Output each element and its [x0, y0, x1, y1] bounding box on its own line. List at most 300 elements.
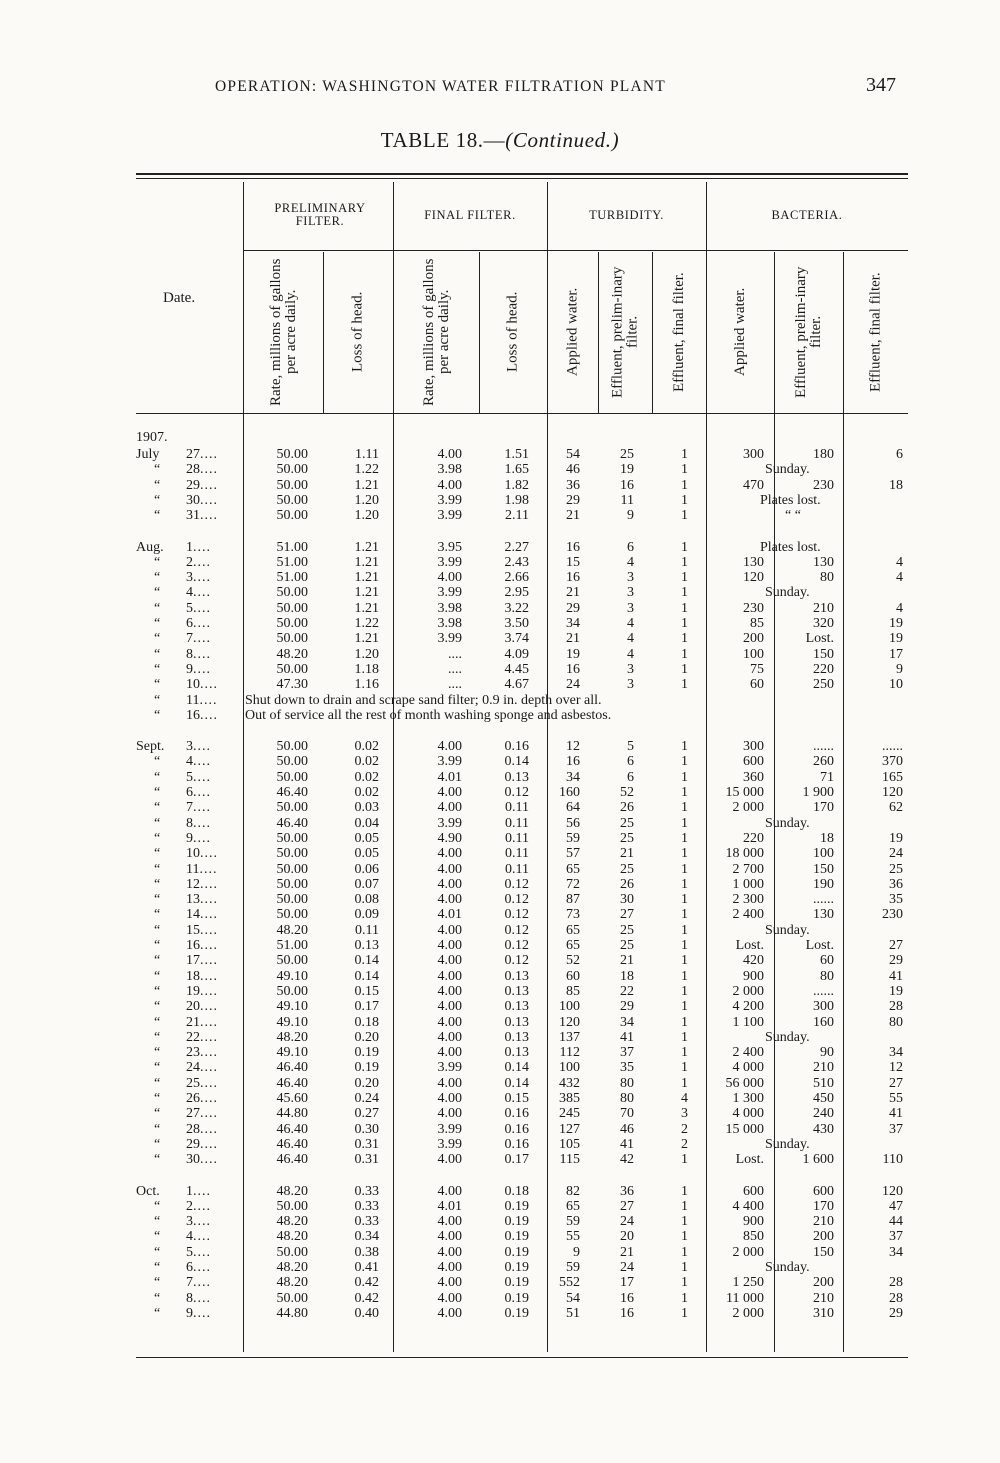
cell-prelim-loss: 0.34 [354, 1229, 379, 1245]
cell-bact-final: 120 [882, 1183, 903, 1199]
cell-bact-prelim: 220 [813, 661, 834, 677]
cell-final-loss: 0.13 [504, 1029, 529, 1045]
cell-final-loss: 1.51 [504, 447, 529, 462]
cell-turb-final: 1 [681, 938, 688, 953]
table-row [0, 785, 1000, 800]
cell-bact-applied: 2 400 [732, 907, 764, 923]
cell-bact-final: 80 [889, 1014, 903, 1030]
cell-bact-prelim: ...... [813, 739, 834, 755]
cell-bact-final: 37 [889, 1229, 903, 1245]
leader-dots: .... [193, 785, 211, 800]
row-day [186, 770, 236, 785]
leader-dots: .... [193, 631, 211, 647]
cell-bact-prelim: ...... [813, 892, 834, 908]
leader-dots: .... [199, 861, 218, 877]
cell-bact-applied: 300 [743, 447, 764, 462]
row-day-number: 19 [186, 983, 200, 999]
cell-prelim-rate: 51.00 [276, 570, 308, 586]
row-day [186, 1091, 236, 1106]
leader-dots: .... [193, 600, 211, 616]
row-day-number: 11 [186, 692, 200, 708]
cell-prelim-loss: 0.06 [354, 861, 379, 877]
row-month: “ [154, 1198, 161, 1214]
cell-turb-final: 1 [681, 1152, 688, 1168]
row-day-number: 3 [186, 739, 193, 755]
leader-dots: .... [193, 1305, 211, 1321]
cell-final-rate: .... [448, 646, 462, 662]
cell-bact-final: 29 [889, 953, 903, 969]
row-day-number: 7 [186, 631, 193, 647]
cell-final-loss: 0.11 [505, 861, 529, 877]
leader-dots: .... [193, 1214, 211, 1230]
cell-final-loss: 2.66 [504, 570, 529, 586]
cell-prelim-loss: 0.03 [354, 800, 379, 816]
row-day [186, 631, 236, 646]
cell-final-rate: 4.00 [437, 999, 462, 1015]
cell-prelim-loss: 0.02 [354, 769, 379, 785]
leader-dots: .... [193, 769, 211, 785]
row-day-number: 21 [186, 1014, 200, 1030]
cell-final-loss: 2.27 [504, 539, 529, 555]
cell-turb-final: 1 [681, 1029, 688, 1045]
row-day [186, 478, 236, 493]
table-row [0, 1106, 1000, 1121]
cell-turb-final: 1 [681, 892, 688, 908]
cell-prelim-rate: 48.20 [276, 1275, 308, 1291]
cell-turb-final: 1 [681, 983, 688, 999]
cell-turb-prelim: 3 [627, 600, 634, 616]
cell-prelim-loss: 1.20 [354, 646, 379, 662]
row-day-number: 11 [186, 861, 200, 877]
cell-turb-applied: 54 [566, 1290, 580, 1306]
cell-turb-prelim: 22 [620, 983, 634, 999]
row-month: “ [154, 692, 161, 708]
cell-bact-prelim: ...... [813, 983, 834, 999]
cell-final-loss: 0.13 [504, 968, 529, 984]
row-day-number: 2 [186, 1198, 193, 1214]
cell-turb-applied: 24 [566, 677, 580, 693]
table-row [0, 462, 1000, 477]
table-row [0, 1045, 1000, 1060]
row-day [186, 907, 236, 922]
table-row [0, 693, 1000, 708]
cell-final-rate: 4.00 [437, 477, 462, 493]
row-month: “ [154, 938, 161, 953]
cell-turb-final: 1 [681, 477, 688, 493]
cell-final-loss: 0.19 [504, 1290, 529, 1306]
leader-dots: .... [193, 1244, 211, 1260]
cell-turb-final: 1 [681, 585, 688, 601]
cell-bact-final: 110 [882, 1152, 903, 1168]
cell-prelim-loss: 0.33 [354, 1198, 379, 1214]
leader-dots: .... [193, 815, 211, 831]
cell-bact-applied: 230 [743, 600, 764, 616]
table-row [0, 739, 1000, 754]
cell-final-rate: 3.99 [437, 554, 462, 570]
cell-bact-final: 9 [896, 661, 903, 677]
cell-turb-prelim: 24 [620, 1214, 634, 1230]
cell-turb-prelim: 6 [627, 754, 634, 770]
cell-prelim-loss: 0.08 [354, 892, 379, 908]
cell-final-rate: 4.00 [437, 447, 462, 462]
cell-final-rate: 3.95 [437, 539, 462, 555]
cell-turb-prelim: 52 [620, 785, 634, 800]
cell-turb-final: 1 [681, 1260, 688, 1275]
cell-prelim-rate: 50.00 [276, 830, 308, 846]
cell-bact-prelim: 160 [813, 1014, 834, 1030]
cell-turb-final: 1 [681, 554, 688, 570]
cell-turb-prelim: 20 [620, 1229, 634, 1245]
row-day-number: 7 [186, 800, 193, 816]
cell-final-rate: 4.00 [437, 968, 462, 984]
table-row [0, 708, 1000, 723]
cell-turb-applied: 29 [566, 600, 580, 616]
cell-turb-applied: 432 [559, 1075, 580, 1091]
cell-bact-applied: 900 [743, 968, 764, 984]
cell-prelim-rate: 50.00 [276, 508, 308, 524]
cell-final-loss: 2.43 [504, 554, 529, 570]
cell-bact-prelim: 430 [813, 1121, 834, 1137]
row-month: “ [154, 968, 161, 984]
cell-turb-applied: 112 [559, 1045, 580, 1061]
cell-prelim-loss: 1.20 [354, 508, 379, 524]
row-day-number: 8 [186, 1290, 193, 1306]
cell-final-loss: 0.13 [504, 999, 529, 1015]
bacteria-note: Sunday. [765, 815, 810, 831]
cell-turb-final: 1 [681, 968, 688, 984]
group-header-rule [243, 250, 908, 251]
cell-turb-final: 1 [681, 769, 688, 785]
cell-turb-final: 2 [681, 1121, 688, 1137]
cell-turb-prelim: 3 [627, 585, 634, 601]
cell-final-rate: 4.00 [437, 1260, 462, 1275]
cell-prelim-rate: 50.00 [276, 769, 308, 785]
cell-turb-applied: 34 [566, 769, 580, 785]
row-month: “ [154, 1106, 161, 1122]
cell-turb-prelim: 6 [627, 769, 634, 785]
row-day-number: 31 [186, 508, 200, 524]
cell-turb-prelim: 5 [627, 739, 634, 755]
leader-dots: .... [200, 1060, 218, 1076]
cell-turb-applied: 16 [566, 661, 580, 677]
cell-bact-applied: 1 300 [732, 1091, 764, 1106]
cell-final-loss: 0.14 [504, 754, 529, 770]
row-month: “ [154, 1244, 161, 1260]
cell-turb-final: 1 [681, 1214, 688, 1230]
row-day [186, 1214, 236, 1229]
row-day-number: 15 [186, 922, 200, 938]
row-day [186, 1015, 236, 1030]
row-day-number: 1 [186, 539, 193, 555]
cell-final-loss: 3.22 [504, 600, 529, 616]
cell-final-rate: 4.00 [437, 1029, 462, 1045]
cell-turb-final: 1 [681, 462, 688, 478]
leader-dots: .... [200, 1106, 218, 1122]
row-month: “ [154, 1305, 161, 1321]
row-day [186, 1306, 236, 1321]
cell-bact-applied: 11 000 [726, 1290, 764, 1306]
cell-turb-applied: 36 [566, 477, 580, 493]
cell-bact-prelim: 71 [820, 769, 834, 785]
cell-prelim-loss: 0.02 [354, 739, 379, 755]
cell-turb-final: 1 [681, 739, 688, 755]
cell-bact-final: 34 [889, 1045, 903, 1061]
row-month: “ [154, 953, 161, 969]
leader-dots: .... [193, 739, 211, 755]
table-bottom-rule [136, 1357, 908, 1358]
row-month: “ [154, 754, 161, 770]
row-month: “ [154, 815, 161, 831]
row-day [186, 892, 236, 907]
cell-prelim-rate: 50.00 [276, 585, 308, 601]
cell-prelim-loss: 1.21 [354, 600, 379, 616]
leader-dots: .... [200, 1029, 218, 1045]
cell-turb-final: 1 [681, 570, 688, 586]
cell-turb-prelim: 35 [620, 1060, 634, 1076]
row-month: “ [154, 600, 161, 616]
row-month: “ [154, 1014, 161, 1030]
row-month: “ [154, 1214, 161, 1230]
row-day-number: 9 [186, 1305, 193, 1321]
cell-prelim-loss: 1.11 [355, 447, 379, 462]
cell-final-loss: 0.12 [504, 907, 529, 923]
table-row [0, 892, 1000, 907]
cell-final-loss: 0.12 [504, 785, 529, 800]
cell-final-loss: 0.12 [504, 876, 529, 892]
cell-bact-prelim: 240 [813, 1106, 834, 1122]
cell-final-rate: 4.00 [437, 922, 462, 938]
row-month: “ [154, 554, 161, 570]
cell-bact-applied: 85 [750, 616, 764, 631]
cell-bact-prelim: 130 [813, 554, 834, 570]
cell-turb-prelim: 21 [620, 953, 634, 969]
cell-final-rate: 4.90 [437, 830, 462, 846]
group-prelim-filter: PRELIMINARY FILTER. [274, 201, 366, 228]
cell-bact-prelim: 510 [813, 1075, 834, 1091]
row-note: Shut down to drain and scrape sand filter; 0.9 in. depth over all. [245, 692, 602, 708]
row-month: “ [154, 1091, 161, 1106]
cell-turb-final: 1 [681, 1244, 688, 1260]
leader-dots: .... [200, 968, 218, 984]
cell-turb-applied: 245 [559, 1106, 580, 1122]
bacteria-note: “ “ [785, 508, 801, 524]
table-row [0, 570, 1000, 585]
cell-turb-prelim: 42 [620, 1152, 634, 1168]
cell-turb-prelim: 4 [627, 631, 634, 647]
cell-bact-applied: 4 200 [732, 999, 764, 1015]
leader-dots: .... [200, 922, 218, 938]
cell-bact-prelim: 300 [813, 999, 834, 1015]
cell-prelim-loss: 0.02 [354, 785, 379, 800]
cell-prelim-rate: 48.20 [276, 1260, 308, 1275]
cell-turb-applied: 52 [566, 953, 580, 969]
cell-turb-prelim: 3 [627, 570, 634, 586]
cell-turb-prelim: 3 [627, 661, 634, 677]
cell-final-loss: 0.19 [504, 1260, 529, 1275]
col-header-turb-prelim: Effluent, prelim-inary filter. [609, 266, 641, 398]
cell-bact-prelim: 210 [813, 1060, 834, 1076]
cell-prelim-rate: 46.40 [276, 1136, 308, 1152]
row-month: “ [154, 1121, 161, 1137]
cell-final-loss: 0.13 [504, 1014, 529, 1030]
cell-prelim-loss: 0.09 [354, 907, 379, 923]
row-day [186, 1260, 236, 1275]
bacteria-note: Sunday. [765, 462, 810, 478]
cell-prelim-rate: 50.00 [276, 876, 308, 892]
cell-turb-final: 1 [681, 861, 688, 877]
cell-final-loss: 4.67 [504, 677, 529, 693]
row-day [186, 662, 236, 677]
row-day-number: 1 [186, 1183, 193, 1199]
table-row [0, 631, 1000, 646]
cell-turb-prelim: 9 [627, 508, 634, 524]
table-row [0, 677, 1000, 692]
cell-prelim-loss: 0.31 [354, 1152, 379, 1168]
col-header-bact-applied: Applied water. [732, 287, 748, 377]
cell-turb-prelim: 17 [620, 1275, 634, 1291]
cell-final-loss: 2.95 [504, 585, 529, 601]
cell-final-loss: 4.45 [504, 661, 529, 677]
cell-final-rate: 3.99 [437, 754, 462, 770]
row-day [186, 647, 236, 662]
col-header-bact-final: Effluent, final filter. [867, 272, 884, 392]
row-day-number: 14 [186, 907, 200, 923]
group-bacteria: BACTERIA. [771, 208, 843, 222]
cell-bact-final: 4 [896, 600, 903, 616]
cell-prelim-loss: 0.24 [354, 1091, 379, 1106]
row-month: “ [154, 585, 161, 601]
cell-bact-final: 10 [889, 677, 903, 693]
cell-prelim-loss: 0.30 [354, 1121, 379, 1137]
cell-turb-applied: 64 [566, 800, 580, 816]
cell-final-rate: .... [448, 677, 462, 693]
cell-turb-prelim: 41 [620, 1029, 634, 1045]
cell-bact-applied: 2 000 [732, 800, 764, 816]
cell-final-rate: 4.00 [437, 1106, 462, 1122]
cell-bact-prelim: 180 [813, 447, 834, 462]
cell-turb-applied: 29 [566, 492, 580, 508]
cell-final-rate: 4.00 [437, 892, 462, 908]
cell-turb-applied: 65 [566, 922, 580, 938]
bacteria-note: Sunday. [765, 1260, 810, 1275]
cell-prelim-rate: 50.00 [276, 631, 308, 647]
table-row [0, 1091, 1000, 1106]
row-day-number: 26 [186, 1091, 200, 1106]
cell-prelim-rate: 50.00 [276, 953, 308, 969]
cell-turb-applied: 19 [566, 646, 580, 662]
row-month: “ [154, 800, 161, 816]
row-day [186, 601, 236, 616]
cell-bact-final: 35 [889, 892, 903, 908]
cell-bact-final: 25 [889, 861, 903, 877]
cell-bact-applied: 600 [743, 754, 764, 770]
row-day-number: 8 [186, 646, 193, 662]
cell-prelim-rate: 48.20 [276, 1214, 308, 1230]
cell-prelim-loss: 0.05 [354, 830, 379, 846]
row-day [186, 1184, 236, 1199]
table-row [0, 478, 1000, 493]
cell-turb-applied: 65 [566, 938, 580, 953]
cell-final-rate: 4.00 [437, 1152, 462, 1168]
row-day [186, 1030, 236, 1045]
table-row [0, 1229, 1000, 1244]
cell-turb-applied: 16 [566, 570, 580, 586]
cell-turb-applied: 21 [566, 585, 580, 601]
row-day [186, 462, 236, 477]
row-month: July [136, 447, 160, 462]
cell-bact-applied: 900 [743, 1214, 764, 1230]
cell-final-loss: 1.65 [504, 462, 529, 478]
cell-turb-applied: 15 [566, 554, 580, 570]
cell-prelim-rate: 46.40 [276, 1152, 308, 1168]
table-row [0, 862, 1000, 877]
cell-prelim-loss: 0.11 [355, 922, 379, 938]
row-day-number: 2 [186, 554, 193, 570]
row-month: “ [154, 1152, 161, 1168]
col-header-turb-applied: Applied water. [564, 287, 581, 377]
cell-turb-prelim: 4 [627, 646, 634, 662]
cell-turb-applied: 21 [566, 508, 580, 524]
row-month: “ [154, 876, 161, 892]
cell-prelim-rate: 51.00 [276, 554, 308, 570]
cell-final-loss: 1.82 [504, 477, 529, 493]
cell-final-rate: 4.00 [437, 1045, 462, 1061]
cell-bact-applied: 2 000 [732, 1305, 764, 1321]
cell-bact-prelim: 260 [813, 754, 834, 770]
cell-turb-final: 1 [681, 600, 688, 616]
cell-bact-prelim: 210 [813, 1214, 834, 1230]
leader-dots: .... [200, 876, 218, 892]
row-day [186, 785, 236, 800]
bacteria-note: Sunday. [765, 1029, 810, 1045]
col-header-prelim-loss: Loss of head. [349, 291, 366, 373]
cell-turb-final: 1 [681, 539, 688, 555]
row-month: Sept. [136, 739, 165, 755]
cell-turb-final: 1 [681, 1183, 688, 1199]
cell-turb-final: 1 [681, 646, 688, 662]
bacteria-note: Plates lost. [760, 539, 821, 555]
cell-final-rate: 3.99 [437, 815, 462, 831]
cell-bact-final: 19 [889, 830, 903, 846]
page-number: 347 [866, 74, 896, 96]
cell-turb-prelim: 41 [620, 1136, 634, 1152]
row-month: “ [154, 830, 161, 846]
row-day [186, 1060, 236, 1075]
cell-bact-applied: 1 100 [732, 1014, 764, 1030]
cell-final-rate: 4.00 [437, 1214, 462, 1230]
cell-final-rate: 4.00 [437, 1290, 462, 1306]
cell-turb-applied: 59 [566, 830, 580, 846]
cell-bact-prelim: 1 900 [802, 785, 834, 800]
leader-dots: .... [193, 1290, 211, 1306]
row-day [186, 447, 236, 462]
cell-bact-applied: 100 [743, 646, 764, 662]
table-row [0, 585, 1000, 600]
cell-bact-applied: 1 000 [732, 876, 764, 892]
cell-bact-final: 55 [889, 1091, 903, 1106]
row-month: “ [154, 1260, 161, 1275]
leader-dots: .... [193, 570, 211, 586]
cell-bact-applied: 2 000 [732, 1244, 764, 1260]
leader-dots: .... [193, 1275, 211, 1291]
cell-bact-applied: 220 [743, 830, 764, 846]
cell-bact-final: 27 [889, 938, 903, 953]
cell-turb-applied: 59 [566, 1260, 580, 1275]
table-title-main: TABLE 18.— [380, 128, 506, 152]
cell-bact-final: 370 [882, 754, 903, 770]
row-day-number: 4 [186, 585, 193, 601]
cell-prelim-loss: 0.31 [354, 1136, 379, 1152]
